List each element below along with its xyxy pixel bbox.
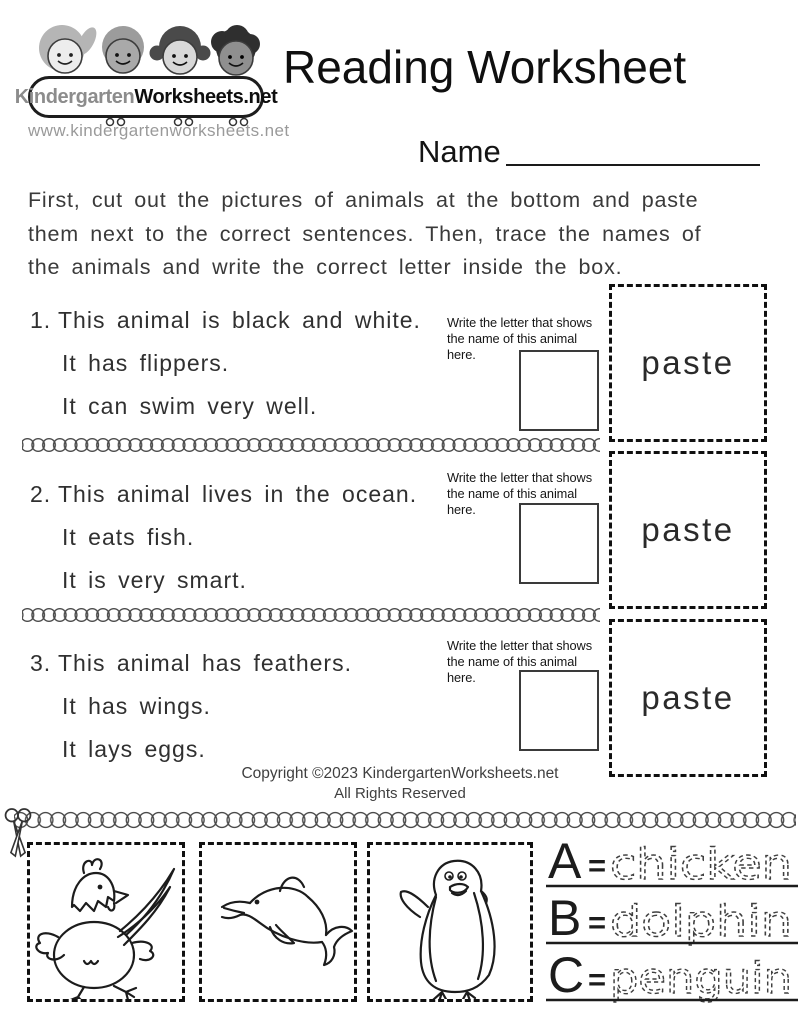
equals-sign: =	[588, 962, 607, 997]
answer-key-row-a	[546, 834, 798, 890]
answer-letter-box-1	[519, 350, 599, 431]
write-letter-caption-2: Write the letter that shows the name of this animal here.	[447, 470, 593, 517]
instructions	[28, 184, 788, 285]
logo-banner	[14, 76, 278, 118]
cut-line-chain	[14, 811, 796, 829]
kid-girl1-icon	[39, 24, 100, 73]
kid-boy1-icon	[102, 26, 144, 73]
dolphin-image	[202, 845, 354, 999]
question-3	[30, 642, 470, 771]
logo-brand-gray: Kindergarten	[14, 85, 135, 108]
answer-key-row-c	[546, 948, 798, 1004]
question-2-number: 2.	[30, 481, 52, 507]
paste-label-2: paste	[641, 511, 735, 548]
paste-label-3: paste	[641, 679, 735, 716]
scissors-icon	[2, 806, 34, 860]
question-2	[30, 473, 470, 602]
chain-divider-2	[22, 607, 600, 623]
trace-word-penguin: penguin	[610, 954, 792, 1004]
write-letter-caption-1: Write the letter that shows the name of this animal here.	[447, 315, 593, 362]
answer-key-letter-b: B	[548, 891, 582, 946]
cutout-card-dolphin	[199, 842, 357, 1002]
chain-divider-1	[22, 437, 600, 453]
answer-letter-box-2	[519, 503, 599, 584]
answer-letter-box-3	[519, 670, 599, 751]
instructions-line: First, cut out the pictures of animals at the bottom and paste	[28, 188, 699, 212]
question-3-sentence-1: This animal has feathers.	[58, 650, 352, 676]
write-letter-caption-3: Write the letter that shows the name of this animal here.	[447, 638, 593, 685]
trace-word-dolphin: dolphin	[610, 897, 792, 947]
question-2-sentence-3: It is very smart.	[62, 567, 247, 593]
answer-key-row-b	[546, 891, 798, 947]
question-2-sentence-1: This animal lives in the ocean.	[58, 481, 418, 507]
question-1-sentence-3: It can swim very well.	[62, 393, 318, 419]
question-1	[30, 299, 470, 428]
page-title: Reading Worksheet	[283, 41, 687, 93]
answer-key-letter-c: C	[548, 948, 585, 1003]
kid-boy2-icon	[211, 25, 260, 75]
kids-icon	[28, 14, 266, 80]
paste-area-2	[609, 451, 767, 609]
equals-sign: =	[588, 848, 607, 883]
question-1-number: 1.	[30, 307, 52, 333]
equals-sign: =	[588, 905, 607, 940]
instructions-line: them next to the correct sentences. Then, trace the names of	[28, 221, 702, 246]
cutout-card-penguin	[367, 842, 533, 1002]
paste-area-3	[609, 619, 767, 777]
copyright	[130, 764, 670, 803]
question-3-number: 3.	[30, 650, 52, 676]
question-1-sentence-2: It has flippers.	[62, 350, 230, 376]
question-3-sentence-2: It has wings.	[62, 693, 211, 719]
site-url: www.kindergartenworksheets.net	[28, 121, 290, 140]
cutout-card-chicken	[27, 842, 185, 1002]
question-2-sentence-2: It eats fish.	[62, 524, 195, 550]
chicken-image	[30, 845, 182, 999]
trace-word-chicken: chicken	[610, 840, 792, 890]
question-3-sentence-3: It lays eggs.	[62, 736, 206, 762]
copyright-line: Copyright ©2023 KindergartenWorksheets.net	[241, 765, 559, 782]
name-label: Name	[418, 134, 501, 169]
logo-brand-black: Worksheets.net	[134, 85, 278, 108]
paste-area-1	[609, 284, 767, 442]
name-blank-line	[506, 138, 760, 166]
answer-key-letter-a: A	[548, 834, 582, 889]
penguin-image	[370, 845, 530, 999]
paste-label-1: paste	[641, 344, 735, 381]
instructions-line: the animals and write the correct letter inside the box.	[28, 255, 623, 280]
rights-line: All Rights Reserved	[334, 785, 466, 802]
question-1-sentence-1: This animal is black and white.	[58, 307, 421, 333]
kid-girl2-icon	[150, 26, 211, 74]
